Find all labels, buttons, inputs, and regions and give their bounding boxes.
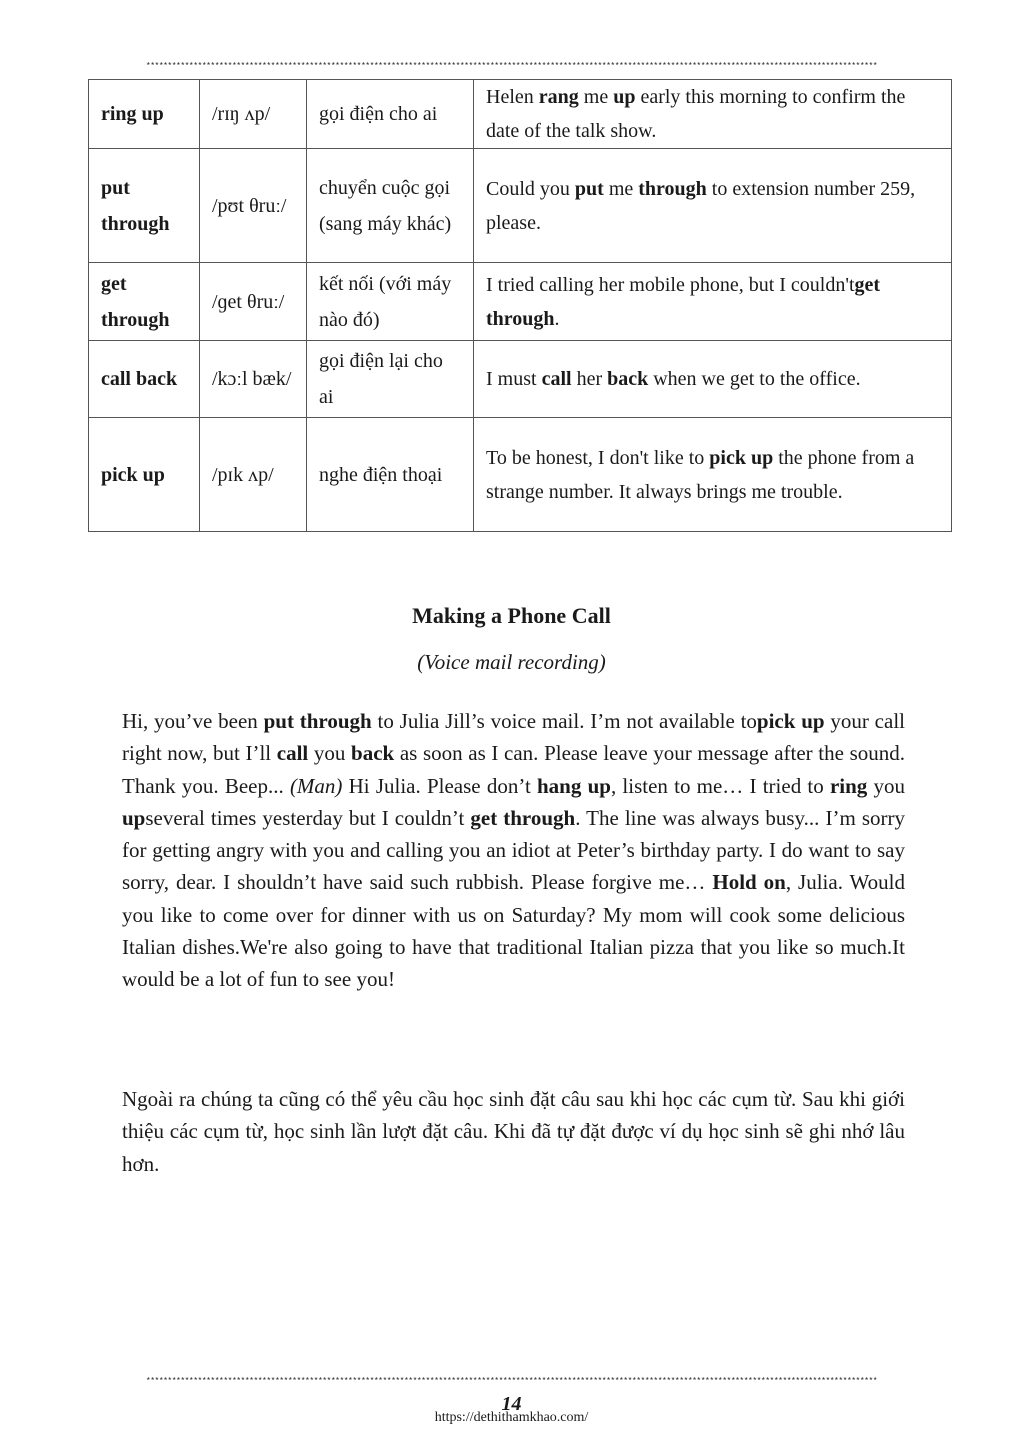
bold-phrase: get through xyxy=(486,273,881,330)
bold-phrase: call xyxy=(276,741,309,766)
bold-phrase: get through xyxy=(470,805,576,830)
table-row xyxy=(89,80,952,149)
meaning-cell: chuyển cuộc gọi (sang máy khác) xyxy=(307,149,474,263)
voicemail-paragraph: Hi, you’ve been put through to Julia Jill’s voice mail. I’m not available topick up your call right now, but I’ll call you back as soon as I can. Please leave your message after the sound. Thank you. Beep... (Man) Hi Julia. Please don’t hang up, listen to me… I tried to ring you upseveral times yesterday but I couldn’t get through. The line was always busy... I’m sorry for getting angry with you and calling you an idiot at Peter’s birthday party. I do want to say sorry, dear. I shouldn’t have said such rubbish. Please forgive me… Hold on, Julia. Would you like to come over for dinner with us on Saturday? My mom will cook some delicious Italian dishes.We're also going to have that traditional Italian pizza that you like so much.It would be a lot of fun to see you! xyxy=(122,709,906,992)
bold-phrase: Hold on xyxy=(712,870,786,895)
page-number: 14 xyxy=(501,1393,522,1415)
bold-phrase: rang xyxy=(538,86,579,108)
table-row xyxy=(89,149,952,263)
header-rule: ************************************************************************************************************************************************************************** xyxy=(145,62,878,71)
bold-phrase: back xyxy=(351,741,395,766)
ipa-cell: /pɪk ʌp/ xyxy=(200,418,307,532)
meaning-cell: nghe điện thoại xyxy=(307,418,474,532)
example-cell: Helen rang me up early this morning to confirm the date of the talk show. xyxy=(474,80,952,149)
phrase-cell: pick up xyxy=(89,418,200,532)
example-cell: Could you put me through to extension number 259, please. xyxy=(474,149,952,263)
table-row xyxy=(89,341,952,418)
bold-phrase: up xyxy=(613,86,636,108)
bold-phrase: ring xyxy=(829,773,868,798)
phrase-cell: get through xyxy=(89,263,200,341)
speaker-tag: (Man) xyxy=(289,773,343,798)
section-subtitle: (Voice mail recording) xyxy=(417,650,606,674)
bold-phrase: pick up xyxy=(756,709,825,733)
footer-rule: ************************************************************************************************************************************************************************** xyxy=(145,1377,878,1386)
bold-phrase: up xyxy=(122,805,146,830)
phrase-cell: put through xyxy=(89,149,200,263)
bold-phrase: put through xyxy=(263,709,372,733)
bold-phrase: put xyxy=(574,177,604,200)
meaning-cell: kết nối (với máy nào đó) xyxy=(307,263,474,341)
section-title: Making a Phone Call xyxy=(412,603,611,628)
example-cell: I tried calling her mobile phone, but I couldn'tget through. xyxy=(474,263,952,341)
bold-phrase: back xyxy=(607,368,649,390)
meaning-cell: gọi điện lại cho ai xyxy=(307,341,474,418)
table-row xyxy=(89,418,952,532)
phrase-cell: call back xyxy=(89,341,200,418)
vocabulary-table xyxy=(88,79,952,532)
bold-phrase: pick up xyxy=(709,446,774,469)
ipa-cell: /ɡet θruː/ xyxy=(200,263,307,341)
example-cell: To be honest, I don't like to pick up the phone from a strange number. It always brings me trouble. xyxy=(474,418,952,532)
bold-phrase: hang up xyxy=(537,773,611,798)
bold-phrase: call xyxy=(541,368,572,390)
phrase-cell: ring up xyxy=(89,80,200,149)
bold-phrase: through xyxy=(638,177,707,200)
ipa-cell: /pʊt θruː/ xyxy=(200,149,307,263)
table-row xyxy=(89,263,952,341)
footer-url[interactable]: https://dethithamkhao.com/ xyxy=(434,1410,589,1425)
ipa-cell: /rɪŋ ʌp/ xyxy=(200,80,307,149)
example-cell: I must call her back when we get to the office. xyxy=(474,341,952,418)
teaching-note-paragraph: Ngoài ra chúng ta cũng có thể yêu cầu học sinh đặt câu sau khi học các cụm từ. Sau khi giới thiệu các cụm từ, học sinh lần lượt đặt câu. Khi đã tự đặt được ví dụ học sinh sẽ ghi nhớ lâu hơn. xyxy=(122,1087,905,1176)
ipa-cell: /kɔːl bæk/ xyxy=(200,341,307,418)
meaning-cell: gọi điện cho ai xyxy=(307,80,474,149)
